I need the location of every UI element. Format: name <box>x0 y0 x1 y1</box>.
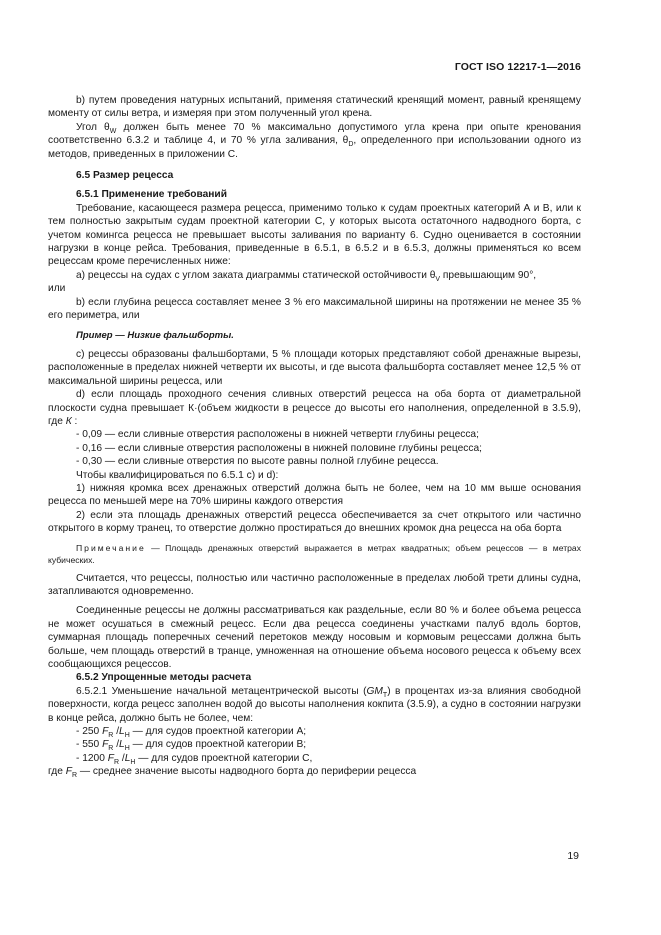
paragraph: b) если глубина рецесса составляет менее 3 % его максимальной ширины на протяжении не менее 35 % его периметра, или <box>48 296 581 322</box>
paragraph: 1) нижняя кромка всех дренажных отверстий должна быть не более, чем на 10 мм выше основания рецесса по меньшей мере на 70% ширины каждого отверстия <box>48 482 581 508</box>
paragraph: с) рецессы образованы фальшбортами, 5 % площади которых представляют собой дренажные вырезы, расположенные в пределах нижней четверти их высоты, и где высота фальшборта составляет менее 12,5 % от максимальной ширины рецесса, или <box>48 348 581 387</box>
paragraph: Соединенные рецессы не должны рассматриваться как раздельные, если 80 % и более объема рецесса не может осушаться в смежный рецесс. Если два рецесса соединены участками палуб вдоль бортов, суммарная площадь поперечных сечений перетоков между носовым и кормовым рецессами должна быть больше, чем площадь отверстий в транце, умноженная на отношение объема носового рецесса к объему всех сообщающихся рецессов. <box>48 605 581 671</box>
paragraph: где $F_R$ — среднее значение высоты надводного борта до периферии рецесса <box>48 766 417 780</box>
document-header: ГОСТ ISO 12217-1—2016 <box>454 61 581 73</box>
paragraph: Требование, касающееся размера рецесса, применимо только к судам проектных категорий А и В, или к тем полностью закрытым судам проектной категории С, у которых высота остаточного надводного борта, с учетом комингса рецесса не превышает высоты заливания по варианту 6. Судно оценивается в состоянии нагрузки в конце рейса. Требования, приведенные в 6.5.1, в 6.5.2 и в 6.5.3, должны применяться ко всем рецессам кроме перечисленных ниже: <box>48 202 581 268</box>
paragraph: 6.5.2.1 Уменьшение начальной метацентрической высоты $(GM_T)$ в процентах из-за влияния свободной поверхности, когда рецесс заполнен водой до высоты наполнения кокпита (3.5.9), а судно в состоянии нагрузки в конце рейса, должно быть не более, чем: <box>48 685 581 724</box>
paragraph: b) путем проведения натурных испытаний, применяя статический кренящий момент, равный кренящему моменту от силы ветра, и измеряя при этом полученный угол крена. <box>48 95 581 120</box>
paragraph: 2) если эта площадь дренажных отверстий рецесса обеспечивается за счет открытого или частично открытого в корму транец, то отверстие должно простираться до внешних кромок дна рецесса на оба борта <box>48 509 581 535</box>
paragraph: Угол $\theta_W$ должен быть менее 70 % максимально допустимого угла крена при опыте кренования соответственно 6.3.2 и таблице 4, и 70 % угла заливания, $\theta_D$, определенного при использовании одного из методов, приведенных в приложении С. <box>48 121 581 160</box>
paragraph: или <box>48 283 66 295</box>
document-body <box>48 94 581 779</box>
paragraph: d) если площадь проходного сечения сливных отверстий рецесса на оба борта от диаметральной плоскости судна превышает К·(объем жидкости в рецессе до высоты его наполнения, определенной в 3.5.9), где К : <box>48 389 581 427</box>
paragraph: а) рецессы на судах с углом заката диаграммы статической остойчивости $\theta_V$ превышающим 90°, <box>76 269 537 283</box>
paragraph: Чтобы квалифицироваться по 6.5.1 с) и d): <box>76 469 279 481</box>
list-item: - 0,30 — если сливные отверстия по высоте равны полной глубине рецесса. <box>76 456 439 468</box>
list-item: - 0,16 — если сливные отверстия расположены в нижней половине глубины рецесса; <box>76 442 482 454</box>
list-item: - 1200 $F_R$ $/L_H$ — для судов проектной категории С, <box>76 752 313 766</box>
paragraph: Считается, что рецессы, полностью или частично расположенные в пределах любой трети длины судна, затапливаются одновременно. <box>48 572 581 597</box>
note: Примечание — Площадь дренажных отверстий выражается в метрах квадратных; объем рецессов — в метрах кубических. <box>48 542 581 565</box>
page-number: 19 <box>567 850 579 862</box>
subsection-heading: 6.5.1 Применение требований <box>76 189 227 201</box>
list-item: - 550 $F_R$ $/L_H$ — для судов проектной категории В; <box>76 739 307 753</box>
list-item: - 250 $F_R$ $/L_H$ — для судов проектной категории А; <box>76 726 307 740</box>
subsection-heading: 6.5.2 Упрощенные методы расчета <box>76 672 252 684</box>
example-label: Пример — Низкие фальшборты. <box>76 329 234 341</box>
list-item: - 0,09 — если сливные отверстия расположены в нижней четверти глубины рецесса; <box>76 429 479 441</box>
section-heading: 6.5 Размер рецесса <box>76 170 174 182</box>
